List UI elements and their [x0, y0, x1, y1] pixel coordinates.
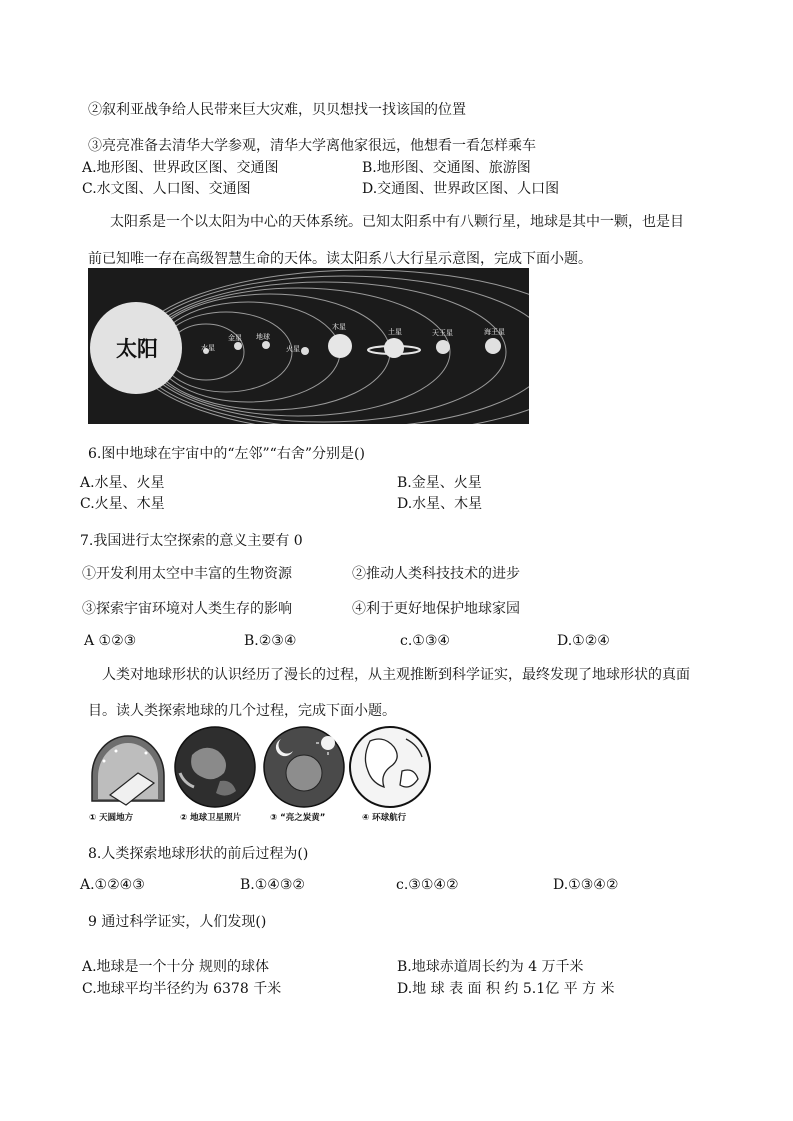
q5-option-a: A.地形图、世界政区图、交通图 [82, 160, 279, 176]
q5-option-d: D.交通图、世界政区图、人口图 [362, 181, 560, 197]
q8-option-d: D.①③④② [553, 877, 619, 893]
saturn-icon [384, 338, 404, 358]
venus-icon [234, 342, 242, 350]
q6-option-c: C.火星、木星 [80, 496, 165, 512]
q6-option-b: B.金星、火星 [397, 475, 482, 491]
earth-shape-history-figure [84, 721, 434, 829]
intro-item-3: ③亮亮准备去清华大学参观，清华大学离他家很远，他想看一看怎样乘车 [88, 138, 536, 154]
planet-label-mars: 火星 [286, 345, 300, 353]
q8-stem: 8.人类探索地球形状的前后过程为() [88, 846, 309, 862]
planet-label-uranus: 天王星 [432, 329, 453, 337]
earth-shape-history-svg [84, 721, 434, 811]
q7-stem: 7.我国进行太空探索的意义主要有 0 [80, 533, 303, 549]
solar-passage-line-2: 前已知唯一存在高级智慧生命的天体。读太阳系八大行星示意图，完成下面小题。 [88, 251, 592, 267]
solar-passage-line-1: 太阳系是一个以太阳为中心的天体系统。已知太阳系中有八颗行星，地球是其中一颗，也是目 [110, 214, 684, 230]
uranus-icon [436, 340, 450, 354]
q7-item-1: ①开发利用太空中丰富的生物资源 [82, 566, 292, 582]
planet-label-mercury: 水星 [201, 344, 215, 352]
q7-option-c: c.①③④ [400, 633, 450, 649]
planet-label-earth: 地球 [256, 333, 270, 341]
history-caption-4: ④ 环球航行 [362, 813, 407, 823]
q7-option-a: A ①②③ [84, 633, 137, 649]
q9-option-b: B.地球赤道周长约为 4 万千米 [397, 959, 584, 975]
neptune-icon [485, 338, 501, 354]
q9-option-d: D.地 球 表 面 积 约 5.1亿 平 方 米 [397, 981, 615, 997]
q5-option-c: C.水文图、人口图、交通图 [82, 181, 251, 197]
shape-passage-line-1: 人类对地球形状的认识经历了漫长的过程，从主观推断到科学证实，最终发现了地球形状的真面 [102, 667, 690, 683]
satellite-photo-icon [175, 727, 255, 807]
q6-option-d: D.水星、木星 [397, 496, 483, 512]
jupiter-icon [328, 334, 352, 358]
planet-label-venus: 金星 [228, 334, 242, 342]
q7-item-2: ②推动人类科技技术的进步 [352, 566, 520, 582]
planet-label-saturn: 土星 [388, 328, 402, 336]
circumnavigation-globe-icon [350, 727, 430, 807]
sun-label: 太阳 [116, 337, 158, 361]
solar-system-svg [88, 268, 529, 424]
intro-item-2: ②叙利亚战争给人民带来巨大灾难，贝贝想找一找该国的位置 [88, 102, 466, 118]
q9-stem: 9 通过科学证实，人们发现() [88, 914, 267, 930]
mars-icon [301, 347, 309, 355]
history-caption-2: ② 地球卫星照片 [180, 813, 242, 823]
egg-yolk-globe-icon [264, 727, 344, 807]
round-sky-square-earth-icon [92, 736, 164, 805]
q7-option-b: B.②③④ [244, 633, 297, 649]
q7-item-4: ④利于更好地保护地球家园 [352, 601, 520, 617]
q7-item-3: ③探索宇宙环境对人类生存的影响 [82, 601, 292, 617]
q8-option-c: c.③①④② [396, 877, 459, 893]
q9-option-a: A.地球是一个十分 规则的球体 [82, 959, 270, 975]
history-caption-3: ③ “亮之炭黄” [270, 813, 326, 823]
q9-option-c: C.地球平均半径约为 6378 千米 [82, 981, 282, 997]
q8-option-a: A.①②④③ [80, 877, 145, 893]
q5-option-b: B.地形图、交通图、旅游图 [362, 160, 531, 176]
solar-system-figure [88, 268, 529, 424]
q7-option-d: D.①②④ [557, 633, 610, 649]
planet-label-neptune: 海王星 [484, 328, 505, 336]
shape-passage-line-2: 目。读人类探索地球的几个过程，完成下面小题。 [88, 703, 396, 719]
earth-icon [262, 341, 270, 349]
q6-stem: 6.图中地球在宇宙中的“左邻”“右舍”分别是() [88, 446, 365, 462]
history-caption-1: ① 天圆地方 [89, 813, 134, 823]
q8-option-b: B.①④③② [240, 877, 305, 893]
q6-option-a: A.水星、火星 [80, 475, 165, 491]
planet-label-jupiter: 木星 [332, 323, 346, 331]
